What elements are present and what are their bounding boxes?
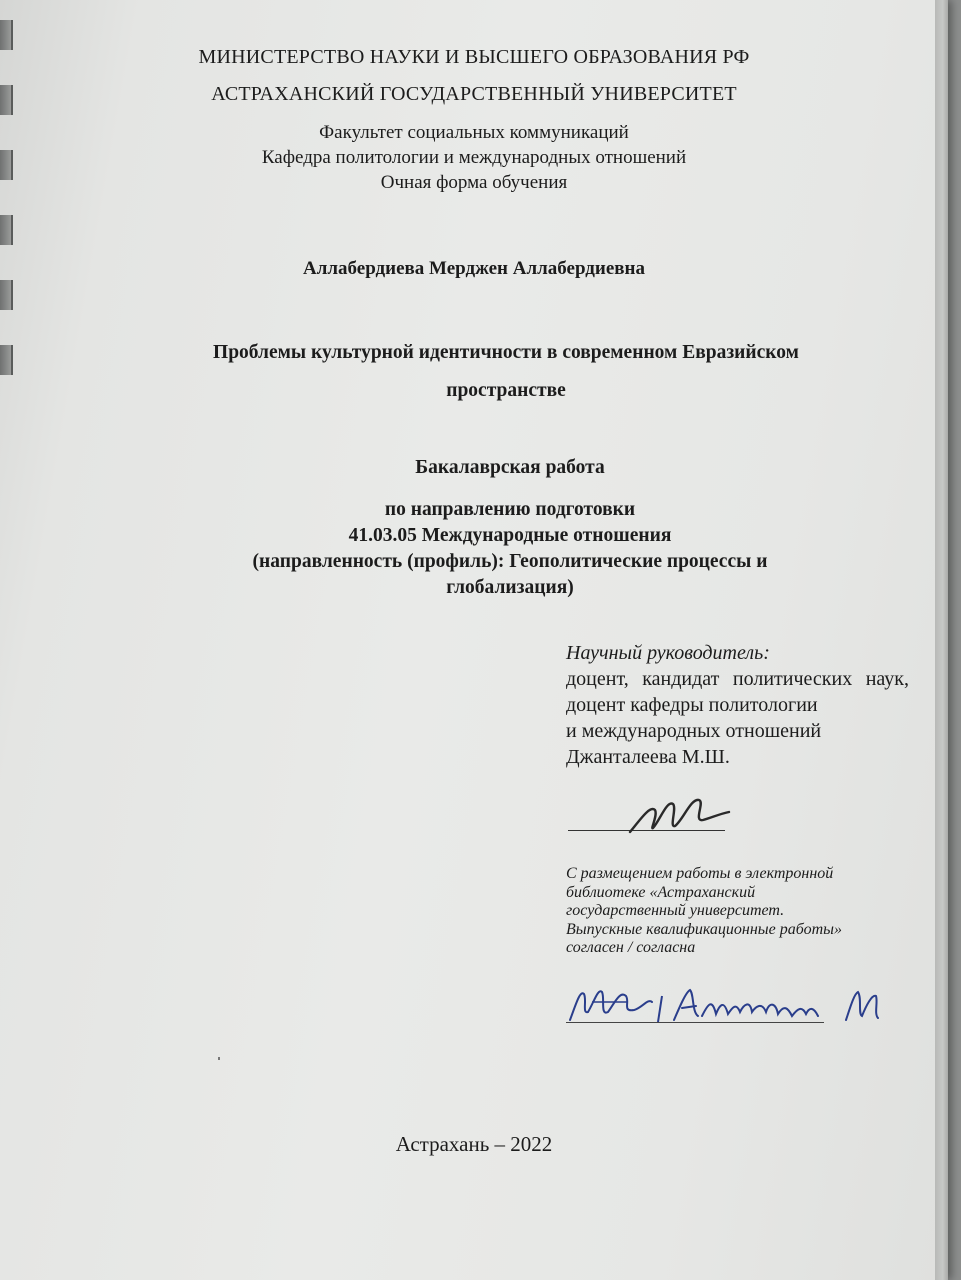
student-signature-icon xyxy=(562,982,892,1030)
thesis-title xyxy=(150,334,862,410)
consent-line: библиотеке «Астраханский xyxy=(566,883,756,901)
direction-code: 41.03.05 Международные отношения xyxy=(348,525,672,546)
work-type: Бакалаврская работа xyxy=(415,457,605,478)
supervisor-role: Научный руководитель: xyxy=(566,642,770,664)
binder-ring xyxy=(0,345,13,375)
university-heading: АСТРАХАНСКИЙ ГОСУДАРСТВЕННЫЙ УНИВЕРСИТЕТ xyxy=(211,83,737,105)
study-form: Очная форма обучения xyxy=(380,172,568,193)
consent-line: С размещением работы в электронной xyxy=(566,865,834,882)
profile-line1: (направленность (профиль): Геополитические процессы и xyxy=(252,551,768,572)
page-speck xyxy=(218,1057,220,1060)
consent-line: государственный университет. xyxy=(566,902,785,919)
supervisor-description: доцент, кандидат политических наук, доцент кафедры политологии xyxy=(566,668,909,716)
thesis-title-line2: пространстве xyxy=(446,380,566,401)
binder-ring xyxy=(0,280,13,310)
work-info xyxy=(190,455,830,601)
binder-ring xyxy=(0,215,13,245)
supervisor-description-2: и международных отношений xyxy=(566,720,822,742)
author-name: Аллабердиева Мерджен Аллабердиевна xyxy=(303,258,645,279)
department-name: Кафедра политологии и международных отношений xyxy=(261,147,687,168)
city-year: Астрахань – 2022 xyxy=(395,1132,553,1156)
faculty-block xyxy=(0,120,948,195)
supervisor-signature-icon xyxy=(625,790,735,840)
consent-line: согласен / согласна xyxy=(566,939,696,956)
supervisor-block xyxy=(566,640,909,770)
supervisor-name: Джанталеева М.Ш. xyxy=(566,746,730,768)
consent-line: Выпускные квалификационные работы» xyxy=(566,920,842,938)
ministry-heading: МИНИСТЕРСТВО НАУКИ И ВЫСШЕГО ОБРАЗОВАНИЯ РФ xyxy=(198,46,750,68)
faculty-name: Факультет социальных коммуникаций xyxy=(319,122,629,143)
direction-label: по направлению подготовки xyxy=(384,499,636,520)
thesis-title-line1: Проблемы культурной идентичности в современном Евразийском xyxy=(213,342,799,363)
page-edge xyxy=(935,0,948,1280)
profile-line2: глобализация) xyxy=(446,577,574,598)
consent-block xyxy=(566,865,906,958)
